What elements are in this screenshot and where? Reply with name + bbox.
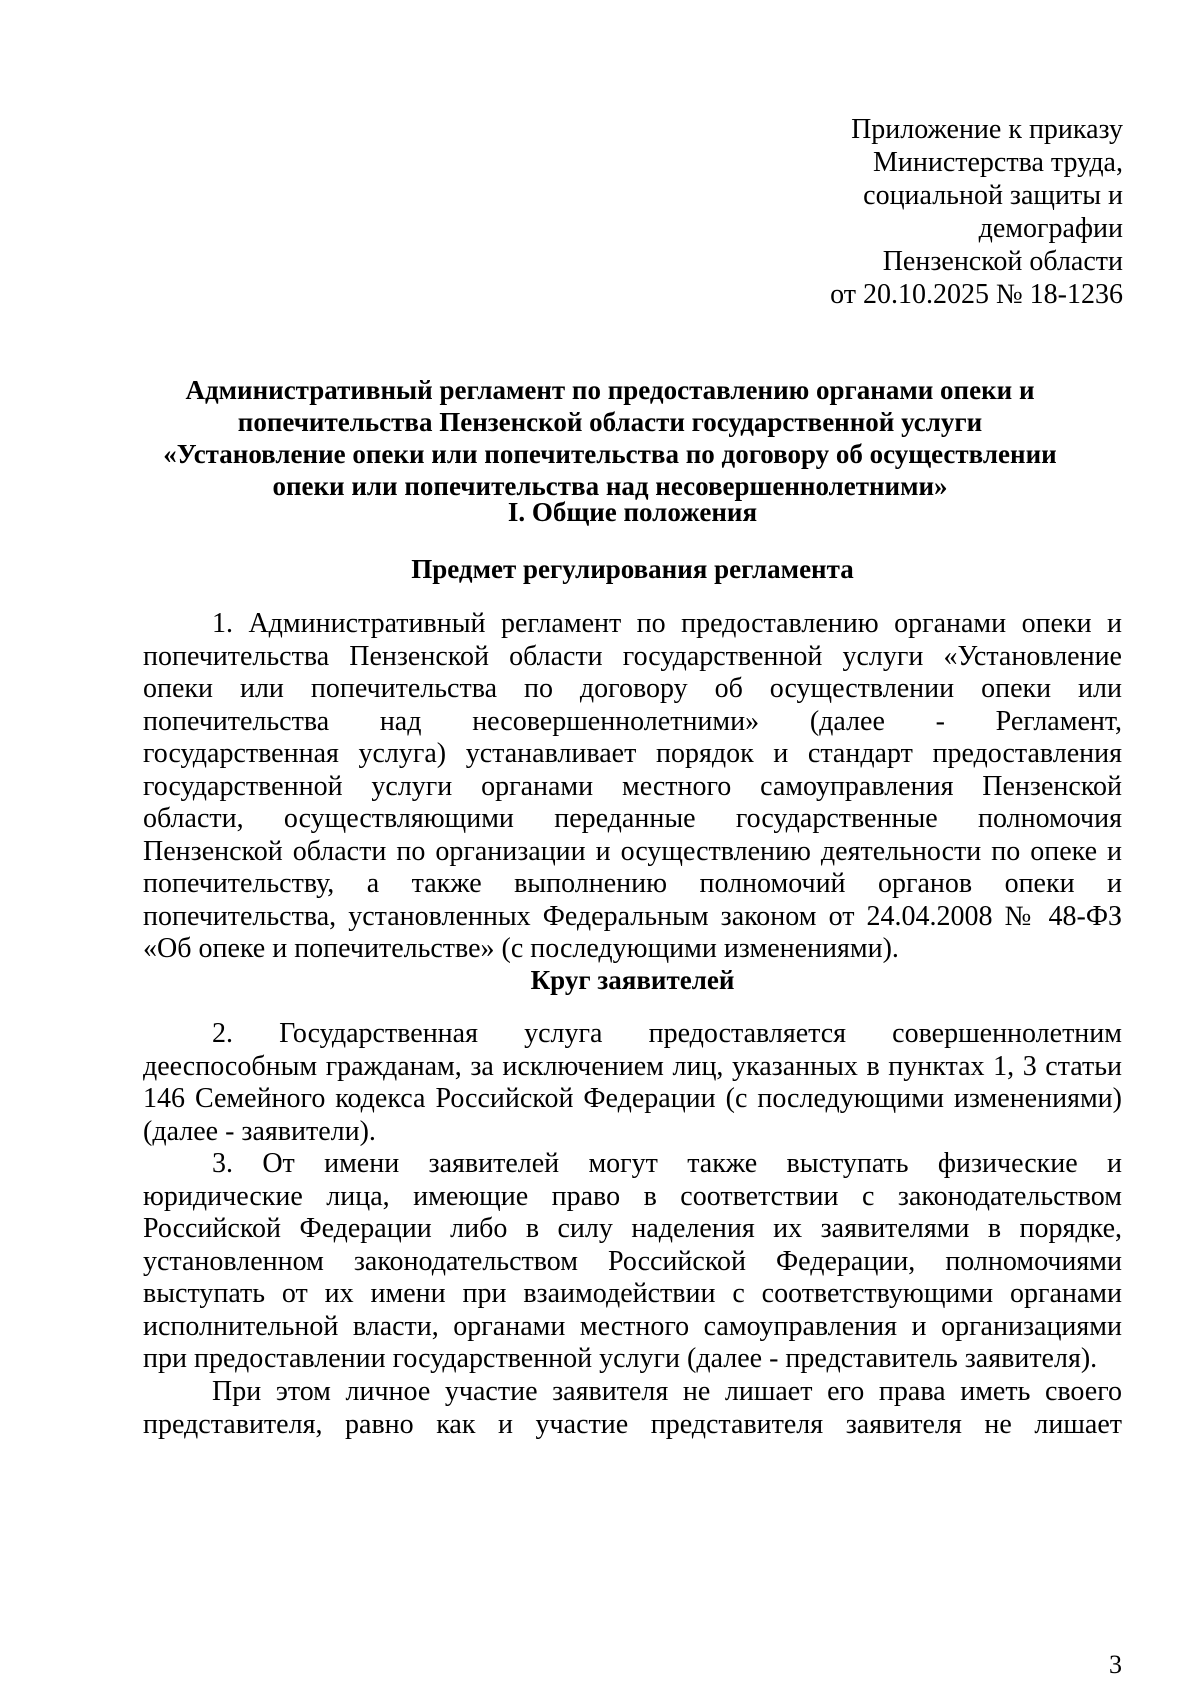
appendix-line: демографии [978,213,1123,244]
text-line: представителя, равно как и участие представителя заявителя не лишает [143,1408,1122,1440]
text-line: попечительству, а также выполнению полномочий органов опеки и [143,868,1122,899]
text-line: Российской Федерации либо в силу наделения их заявителями в порядке, [143,1213,1122,1244]
title-line: опеки или попечительства над несовершеннолетними» [272,471,948,501]
subsection-heading-subject: Предмет регулирования регламента [411,554,854,584]
title-line: Административный регламент по предоставлению органами опеки и [185,375,1035,405]
paragraph-2 [143,1018,1122,1148]
text-line: попечительства Пензенской области государственной услуги «Установление [143,640,1122,672]
appendix-line: социальной защиты и [863,180,1123,211]
text-line: Пензенской области по организации и осуществлению деятельности по опеке и [143,835,1122,867]
text-line: государственная услуга) устанавливает порядок и стандарт предоставления [143,738,1122,769]
text-line: установленном законодательством Российской Федерации, полномочиями [143,1245,1122,1277]
appendix-line: Приложение к приказу [851,114,1123,145]
appendix-line: от 20.10.2025 № 18-1236 [830,279,1123,310]
text-line: (далее - заявители). [143,1115,376,1147]
paragraph-3 [143,1148,1122,1376]
paragraph-1 [143,608,1122,966]
text-line: При этом личное участие заявителя не лишает его права иметь своего [212,1376,1122,1407]
text-line: опеки или попечительства по договору об осуществлении опеки или [143,673,1122,704]
text-line: выступать от их имени при взаимодействии с соответствующими органами [143,1278,1122,1309]
appendix-block [523,113,1123,311]
text-line: дееспособным гражданам, за исключением лиц, указанных в пунктах 1, 3 статьи [143,1050,1122,1082]
text-line: попечительства, установленных Федеральным законом от 24.04.2008 № 48-ФЗ [143,900,1122,932]
text-line: исполнительной власти, органами местного самоуправления и организациями [143,1310,1122,1342]
text-line: области, осуществляющими переданные государственные полномочия [143,803,1122,834]
text-line: попечительства над несовершеннолетними» (далее - Регламент, [143,705,1122,737]
text-line: 146 Семейного кодекса Российской Федерации (с последующими изменениями) [143,1083,1122,1114]
document-title [110,374,1110,502]
title-line: попечительства Пензенской области государственной услуги [237,407,983,437]
text-line: 2. Государственная услуга предоставляется совершеннолетним [212,1018,1122,1049]
text-line: юридические лица, имеющие право в соответствии с законодательством [143,1180,1122,1212]
paragraph-4 [143,1376,1122,1441]
section-heading-general: I. Общие положения [507,497,758,527]
text-line: 3. От имени заявителей могут также выступать физические и [212,1148,1122,1179]
text-line: при предоставлении государственной услуги (далее - представитель заявителя). [143,1343,1098,1374]
text-line: государственной услуги органами местного самоуправления Пензенской [143,770,1122,802]
text-line: «Об опеке и попечительстве» (с последующими изменениями). [143,933,899,964]
page-number: 3 [1109,1650,1122,1679]
appendix-line: Министерства труда, [872,147,1123,178]
subsection-heading-applicants: Круг заявителей [530,965,735,995]
text-line: 1. Административный регламент по предоставлению органами опеки и [212,608,1122,639]
title-line: «Установление опеки или попечительства по договору об осуществлении [163,439,1057,469]
appendix-line: Пензенской области [882,246,1123,277]
